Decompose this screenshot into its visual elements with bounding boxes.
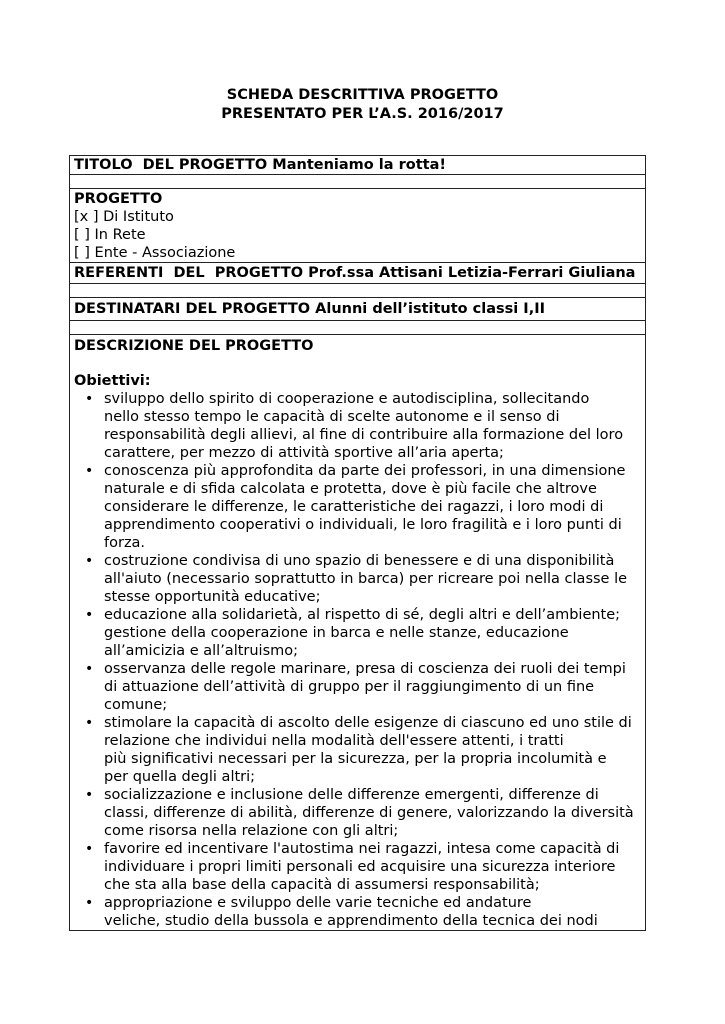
row-titolo: [70, 156, 646, 175]
bullet-icon: •: [85, 787, 94, 803]
objective-line: osservanza delle regole marinare, presa di coscienza dei ruoli dei tempi: [104, 661, 626, 677]
row-destinatari: [70, 298, 646, 321]
objective-line: classi, differenze di abilità, differenze di genere, valorizzando la diversità: [104, 805, 634, 821]
referenti-label: REFERENTI DEL PROGETTO: [74, 265, 309, 281]
objective-line: carattere, per mezzo di attività sportive all’aria aperta;: [104, 445, 504, 461]
objective-line: favorire ed incentivare l'autostima nei ragazzi, intesa come capacità di: [104, 841, 620, 857]
objective-line: nello stesso tempo le capacità di scelte autonome e il senso di: [104, 409, 560, 425]
destinatari-value: Alunni dell’istituto classi I,II: [315, 301, 546, 317]
objective-line: socializzazione e inclusione delle differenze emergenti, differenze di: [104, 787, 599, 803]
progetto-option-ente: [ ] Ente - Associazione: [74, 245, 236, 261]
bullet-icon: •: [85, 553, 94, 569]
objective-item: [74, 606, 641, 660]
objective-line: più significativi necessari per la sicurezza, per la propria incolumità e: [104, 751, 607, 767]
bullet-icon: •: [85, 661, 94, 677]
objective-line: stesse opportunità educative;: [104, 589, 321, 605]
objective-line: relazione che individui nella modalità dell'essere attenti, i tratti: [104, 733, 564, 749]
objective-line: per quella degli altri;: [104, 769, 256, 785]
objective-item: [74, 840, 641, 894]
bullet-icon: •: [85, 895, 94, 911]
bullet-icon: •: [85, 463, 94, 479]
objective-line: appropriazione e sviluppo delle varie tecniche ed andature: [104, 895, 532, 911]
document-heading: [0, 86, 725, 124]
objective-line: gestione della cooperazione in barca e nelle stanze, educazione: [104, 625, 569, 641]
referenti-value: Prof.ssa Attisani Letizia-Ferrari Giuliana: [308, 265, 636, 281]
objectives-list: [74, 390, 641, 930]
objectives-title: Obiettivi:: [74, 373, 151, 389]
heading-line-2: PRESENTATO PER L’A.S. 2016/2017: [221, 106, 504, 122]
objective-item: [74, 390, 641, 462]
row-spacer: [70, 284, 646, 298]
objective-line: all’amicizia e all’altruismo;: [104, 643, 299, 659]
objective-line: considerare le differenze, le caratteristiche dei ragazzi, i loro modi di: [104, 499, 604, 515]
objective-line: responsabilità degli allievi, al fine di contribuire alla formazione del loro: [104, 427, 624, 443]
objective-line: individuare i propri limiti personali ed acquisire una sicurezza interiore: [104, 859, 616, 875]
descrizione-label: DESCRIZIONE DEL PROGETTO: [74, 338, 314, 354]
objective-line: forza.: [104, 535, 146, 551]
objective-line: di attuazione dell’attività di gruppo per il raggiungimento di un fine: [104, 679, 595, 695]
objective-item: [74, 714, 641, 786]
titolo-value: Manteniamo la rotta!: [272, 157, 446, 173]
row-spacer: [70, 175, 646, 189]
objective-line: veliche, studio della bussola e apprendimento della tecnica dei nodi: [104, 913, 598, 929]
objective-line: come risorsa nella relazione con gli altri;: [104, 823, 399, 839]
objective-line: all'aiuto (necessario soprattutto in barca) per ricreare poi nella classe le: [104, 571, 628, 587]
project-form-table: [69, 155, 646, 931]
bullet-icon: •: [85, 607, 94, 623]
destinatari-label: DESTINATARI DEL PROGETTO: [74, 301, 316, 317]
objective-item: [74, 552, 641, 606]
objective-line: apprendimento cooperativi o individuali, le loro fragilità e i loro punti di: [104, 517, 622, 533]
heading-line-1: SCHEDA DESCRITTIVA PROGETTO: [226, 87, 499, 103]
objective-item: [74, 660, 641, 714]
objective-line: stimolare la capacità di ascolto delle esigenze di ciascuno ed uno stile di: [104, 715, 632, 731]
bullet-icon: •: [85, 841, 94, 857]
objective-line: conoscenza più approfondita da parte dei professori, in una dimensione: [104, 463, 626, 479]
objective-item: [74, 786, 641, 840]
objective-item: [74, 462, 641, 552]
objective-line: costruzione condivisa di uno spazio di benessere e di una disponibilità: [104, 553, 615, 569]
objective-item: [74, 894, 641, 930]
bullet-icon: •: [85, 715, 94, 731]
objective-line: comune;: [104, 697, 168, 713]
progetto-option-rete: [ ] In Rete: [74, 227, 146, 243]
row-referenti: [70, 263, 646, 284]
progetto-label: PROGETTO: [74, 191, 163, 207]
progetto-option-istituto: [x ] Di Istituto: [74, 209, 174, 225]
objective-line: naturale e di sfida calcolata e protetta, dove è più facile che altrove: [104, 481, 597, 497]
row-spacer: [70, 321, 646, 335]
objective-line: che sta alla base della capacità di assumersi responsabilità;: [104, 877, 540, 893]
objective-line: sviluppo dello spirito di cooperazione e autodisciplina, sollecitando: [104, 391, 590, 407]
row-descrizione: [70, 335, 646, 931]
bullet-icon: •: [85, 391, 94, 407]
objective-line: educazione alla solidarietà, al rispetto di sé, degli altri e dell’ambiente;: [104, 607, 621, 623]
row-progetto: [70, 189, 646, 263]
titolo-label: TITOLO DEL PROGETTO: [74, 157, 273, 173]
